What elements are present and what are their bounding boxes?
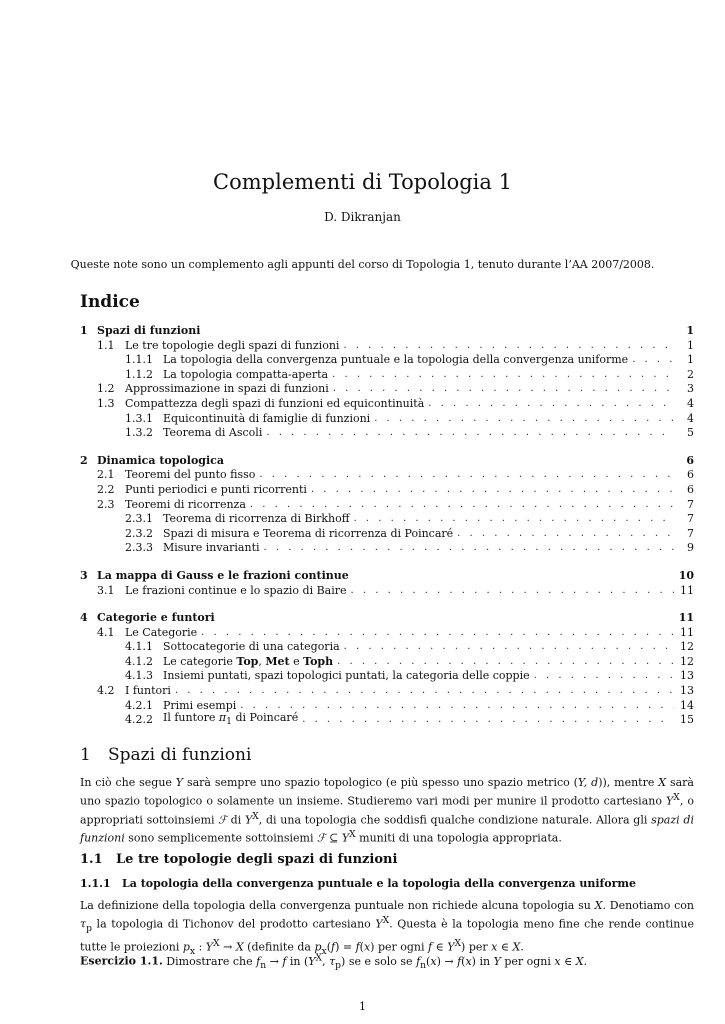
math-symbol: ℱ ⊆ Y: [317, 831, 350, 845]
toc-entry-label: Teorema di ricorrenza di Birkhoff: [163, 512, 350, 526]
toc-entry-page: 3: [687, 382, 694, 396]
category-name: Met: [265, 654, 290, 668]
toc-leader-dots: [264, 541, 674, 556]
math-superscript: X: [454, 937, 462, 949]
toc-entry-label: Equicontinuità di famiglie di funzioni: [163, 411, 371, 425]
toc-entry-number: 1.1.2: [125, 367, 153, 381]
toc-entry-page: 7: [687, 512, 694, 526]
toc-leader-dots: [175, 684, 674, 699]
math-symbol: X: [512, 940, 521, 954]
toc-entry-page: 12: [680, 640, 694, 654]
exercise-text: Dimostrare che $f_n \to f$ in ($Y^X$, $\tau_p$) se e solo se $f_n(x) \to f(x)$ in Y per ogni x ∈ X.: [162, 952, 588, 971]
math-symbol: X: [594, 899, 603, 912]
toc-entry-page: 4: [687, 411, 694, 425]
toc-entry-page: 14: [680, 698, 694, 712]
subsubsection-number: 1.1.1: [80, 877, 111, 890]
toc-entry-label: La mappa di Gauss e le frazioni continue: [97, 568, 349, 582]
math-subscript: n: [260, 959, 267, 971]
math-superscript: X: [673, 792, 680, 803]
toc-entry-label: Primi esempi: [163, 698, 237, 712]
subsubsection-title: La topologia della convergenza puntuale e la topologia della convergenza uniforme: [122, 877, 637, 890]
toc-entry-number: 2.3: [97, 497, 115, 511]
toc-entry-label: Teoremi del punto fisso: [125, 468, 256, 482]
toc-entry-number: 1.2: [97, 382, 115, 396]
toc-entry-page: 4: [687, 396, 694, 410]
section-heading: [80, 745, 251, 765]
toc-leader-dots: [428, 397, 674, 412]
toc-entry[interactable]: [80, 611, 694, 626]
toc-entry-number: 4.2: [97, 684, 115, 698]
toc-entry-label: Insiemi puntati, spazi topologici puntati, la categoria delle coppie: [163, 669, 530, 683]
math-superscript: X: [349, 829, 356, 841]
toc-leader-dots: [302, 713, 674, 728]
document-abstract: Queste note sono un complemento agli appunti del corso di Topologia 1, tenuto durante l’AA 2007/2008.: [70, 258, 655, 271]
math-superscript: X: [252, 810, 259, 822]
math-symbol: X: [575, 954, 584, 968]
toc-entry-number: 2.3.1: [125, 512, 153, 526]
toc-entry-page: 15: [680, 713, 694, 727]
toc-entry-label: La topologia della convergenza puntuale e la topologia della convergenza uniforme: [163, 353, 629, 367]
toc-entry[interactable]: [80, 569, 694, 584]
math-symbol: X: [235, 940, 244, 954]
toc-entry-page: 11: [678, 611, 694, 625]
math-symbol: f: [330, 940, 336, 954]
math-symbol: Y: [175, 776, 184, 789]
toc-entry-page: 6: [687, 482, 694, 496]
toc-entry-number: 2.2: [97, 482, 115, 496]
toc-entry-number: 4.2.1: [125, 698, 153, 712]
math-symbol: Y, d: [577, 776, 599, 789]
toc-entry[interactable]: [80, 498, 694, 513]
toc-entry[interactable]: [80, 527, 694, 542]
toc-entry-page: 13: [680, 669, 694, 683]
toc-entry[interactable]: [80, 468, 694, 483]
math-symbol: p: [314, 940, 322, 954]
toc-entry-label: Punti periodici e punti ricorrenti: [125, 482, 307, 496]
toc-leader-dots: [266, 426, 674, 441]
toc-entry-label: Le Categorie: [125, 625, 198, 639]
math-symbol: τ: [80, 917, 87, 931]
toc-entry-label: Spazi di misura e Teorema di ricorrenza di Poincaré: [163, 526, 454, 540]
toc-heading: Indice: [80, 292, 140, 312]
toc-leader-dots: [240, 699, 674, 714]
page-number: 1: [359, 1000, 366, 1013]
toc-entry[interactable]: [80, 541, 694, 556]
toc-entry-page: 2: [687, 367, 694, 381]
toc-entry-label: Le categorie Top, Met e Toph: [163, 654, 334, 668]
math-symbol: ℱ: [218, 813, 227, 827]
math-symbol: Y: [666, 794, 674, 808]
math-symbol: x: [363, 940, 371, 954]
toc-entry-page: 6: [686, 453, 694, 467]
toc-leader-dots: [337, 655, 674, 670]
toc-entry-label: Categorie e funtori: [97, 611, 215, 625]
toc-entry[interactable]: [80, 454, 694, 469]
math-symbol: Y: [375, 917, 383, 931]
toc-entry-number: 2.3.3: [125, 541, 153, 555]
toc-entry[interactable]: [80, 584, 694, 599]
toc-entry-label: La topologia compatta-aperta: [163, 367, 329, 381]
math-superscript: X: [315, 952, 323, 963]
toc-entry[interactable]: [80, 368, 694, 383]
toc-entry[interactable]: [80, 426, 694, 441]
toc-entry-number: 1.1.1: [125, 353, 153, 367]
toc-entry-number: 4.1.1: [125, 640, 153, 654]
subsubsection-heading: [80, 877, 636, 890]
toc-entry[interactable]: [80, 626, 694, 641]
toc-entry-number: 4.1.2: [125, 654, 153, 668]
math-superscript: X: [213, 937, 220, 949]
toc-leader-dots: [344, 640, 674, 655]
toc-entry-number: 4.2.2: [125, 713, 153, 727]
toc-entry[interactable]: [80, 324, 694, 339]
toc-entry-number: 1.3.2: [125, 426, 153, 440]
toc-leader-dots: [311, 483, 674, 498]
math-symbol: Y: [308, 954, 316, 968]
math-symbol: x: [430, 954, 437, 968]
toc-entry-number: 3: [80, 568, 88, 582]
document-title: Complementi di Topologia 1: [213, 170, 512, 194]
math-symbol: f: [428, 940, 433, 954]
toc-entry[interactable]: [80, 353, 694, 368]
toc-entry[interactable]: [80, 397, 694, 412]
table-of-contents: [80, 324, 694, 728]
math-subscript: p: [86, 922, 92, 934]
math-symbol: f: [416, 954, 421, 968]
toc-leader-dots: [250, 498, 674, 513]
toc-entry-label: Teorema di Ascoli: [163, 426, 263, 440]
toc-entry-label: Le frazioni continue e lo spazio di Baire: [125, 583, 347, 597]
toc-entry-number: 2.1: [97, 468, 115, 482]
math-symbol: τ: [329, 954, 336, 968]
section-title: Spazi di funzioni: [108, 745, 252, 765]
toc-entry-page: 7: [687, 497, 694, 511]
toc-entry-number: 4.1: [97, 625, 115, 639]
toc-entry-label: Teoremi di ricorrenza: [125, 497, 246, 511]
toc-entry-number: 4.1.3: [125, 669, 153, 683]
math-symbol: f: [256, 954, 261, 968]
toc-entry-number: 1.3.1: [125, 411, 153, 425]
subsection-title: Le tre topologie degli spazi di funzioni: [116, 852, 398, 867]
document-author: D. Dikranjan: [324, 210, 401, 224]
toc-leader-dots: [351, 584, 674, 599]
toc-entry[interactable]: [80, 483, 694, 498]
toc-entry-label: Spazi di funzioni: [97, 324, 201, 337]
toc-leader-dots: [343, 339, 674, 354]
toc-entry[interactable]: [80, 640, 694, 655]
toc-entry-number: 1: [80, 324, 88, 337]
toc-entry-page: 11: [680, 583, 694, 597]
math-subscript: x: [321, 945, 327, 957]
toc-entry-label: Il funtore $\pi_1$ di Poincaré: [163, 711, 299, 728]
subsection-number: 1.1: [80, 852, 103, 867]
section-number: 1: [80, 745, 91, 765]
toc-leader-dots: [354, 512, 674, 527]
toc-leader-dots: [259, 468, 674, 483]
emphasis: spazi di funzioni: [80, 813, 694, 845]
math-symbol: f: [355, 940, 360, 954]
toc-entry-number: 3.1: [97, 583, 115, 597]
math-symbol: π: [218, 711, 227, 725]
math-subscript: p: [335, 959, 342, 971]
math-symbol: x: [465, 954, 472, 968]
math-subscript: x: [189, 945, 196, 957]
toc-entry-label: Sottocategorie di una categoria: [163, 640, 340, 654]
intro-paragraph: In ciò che segue Y sarà sempre uno spazio topologico (e più spesso uno spazio metrico (Y, d)), mentre X sarà uno spazio topologico o solamente un insieme. Studieremo vari modi per munire il prodotto cartesiano $Y^X$, o appropriati sottoinsiemi ℱ di $Y^X$, di una topologia che soddisfi qualche condizione naturale. Allora gli spazi di funzioni sono semplicemente sottoinsiemi ℱ ⊆ $Y^X$ muniti di una topologia appropriata.: [80, 776, 695, 845]
definition-paragraph: La definizione della topologia della convergenza puntuale non richiede alcuna topologia su X. Denotiamo con $\tau_p$ la topologia di Tichonov del prodotto cartesiano $Y^X$. Questa è la topologia meno fine che rende continue tutte le proiezioni $p_x$ : $Y^X \to X$ (definite da $p_x(f) = f(x)$ per ogni f ∈ $Y^X$) per x ∈ X.: [80, 899, 694, 957]
toc-entry-label: Misure invarianti: [163, 541, 260, 555]
math-symbol: X: [658, 776, 667, 789]
math-symbol: Y: [244, 813, 253, 827]
toc-entry-number: 4: [80, 611, 88, 625]
toc-entry-page: 13: [680, 684, 694, 698]
toc-entry-label: Approssimazione in spazi di funzioni: [125, 382, 329, 396]
toc-entry[interactable]: [80, 339, 694, 354]
math-symbol: f: [282, 954, 287, 968]
toc-entry-page: 1: [687, 353, 694, 367]
toc-entry-page: 5: [687, 426, 694, 440]
toc-entry-number: 1.1: [97, 338, 115, 352]
math-superscript: X: [382, 915, 390, 926]
toc-entry[interactable]: [80, 713, 694, 728]
toc-entry[interactable]: [80, 684, 694, 699]
toc-entry[interactable]: [80, 655, 694, 670]
exercise-label: Esercizio 1.1.: [80, 954, 163, 968]
toc-leader-dots: [333, 382, 674, 397]
toc-entry-page: 1: [687, 338, 694, 352]
toc-entry-page: 7: [687, 526, 694, 540]
toc-entry-page: 9: [687, 541, 694, 555]
toc-leader-dots: [632, 353, 674, 368]
toc-entry[interactable]: [80, 512, 694, 527]
toc-entry-label: Dinamica topologica: [97, 453, 224, 467]
toc-entry-label: Compattezza degli spazi di funzioni ed equicontinuità: [125, 396, 425, 410]
exercise-paragraph: [80, 950, 694, 973]
toc-leader-dots: [534, 669, 674, 684]
toc-entry-label: Le tre topologie degli spazi di funzioni: [125, 338, 340, 352]
math-symbol: f: [457, 954, 462, 968]
toc-leader-dots: [332, 368, 674, 383]
math-symbol: Y: [205, 940, 214, 954]
category-name: Toph: [303, 654, 334, 668]
toc-entry[interactable]: [80, 412, 694, 427]
math-symbol: p: [182, 940, 190, 954]
math-symbol: x: [554, 954, 561, 968]
toc-entry-page: 10: [678, 568, 694, 582]
toc-leader-dots: [457, 527, 674, 542]
math-symbol: Y: [493, 954, 501, 968]
math-subscript: 1: [226, 716, 232, 728]
toc-entry-page: 12: [680, 654, 694, 668]
toc-entry-number: 1.3: [97, 396, 115, 410]
toc-entry-number: 2: [80, 453, 88, 467]
math-subscript: n: [420, 959, 427, 971]
toc-entry-number: 2.3.2: [125, 526, 153, 540]
toc-entry-page: 6: [687, 468, 694, 482]
toc-leader-dots: [201, 626, 674, 641]
math-symbol: Y: [447, 940, 455, 954]
toc-entry-page: 1: [686, 324, 694, 337]
toc-entry[interactable]: [80, 669, 694, 684]
category-name: Top: [236, 654, 259, 668]
toc-entry-label: I funtori: [125, 684, 171, 698]
toc-entry[interactable]: [80, 382, 694, 397]
math-symbol: x: [491, 940, 498, 954]
subsection-heading: [80, 852, 397, 867]
toc-entry-page: 11: [680, 625, 694, 639]
toc-leader-dots: [374, 412, 674, 427]
